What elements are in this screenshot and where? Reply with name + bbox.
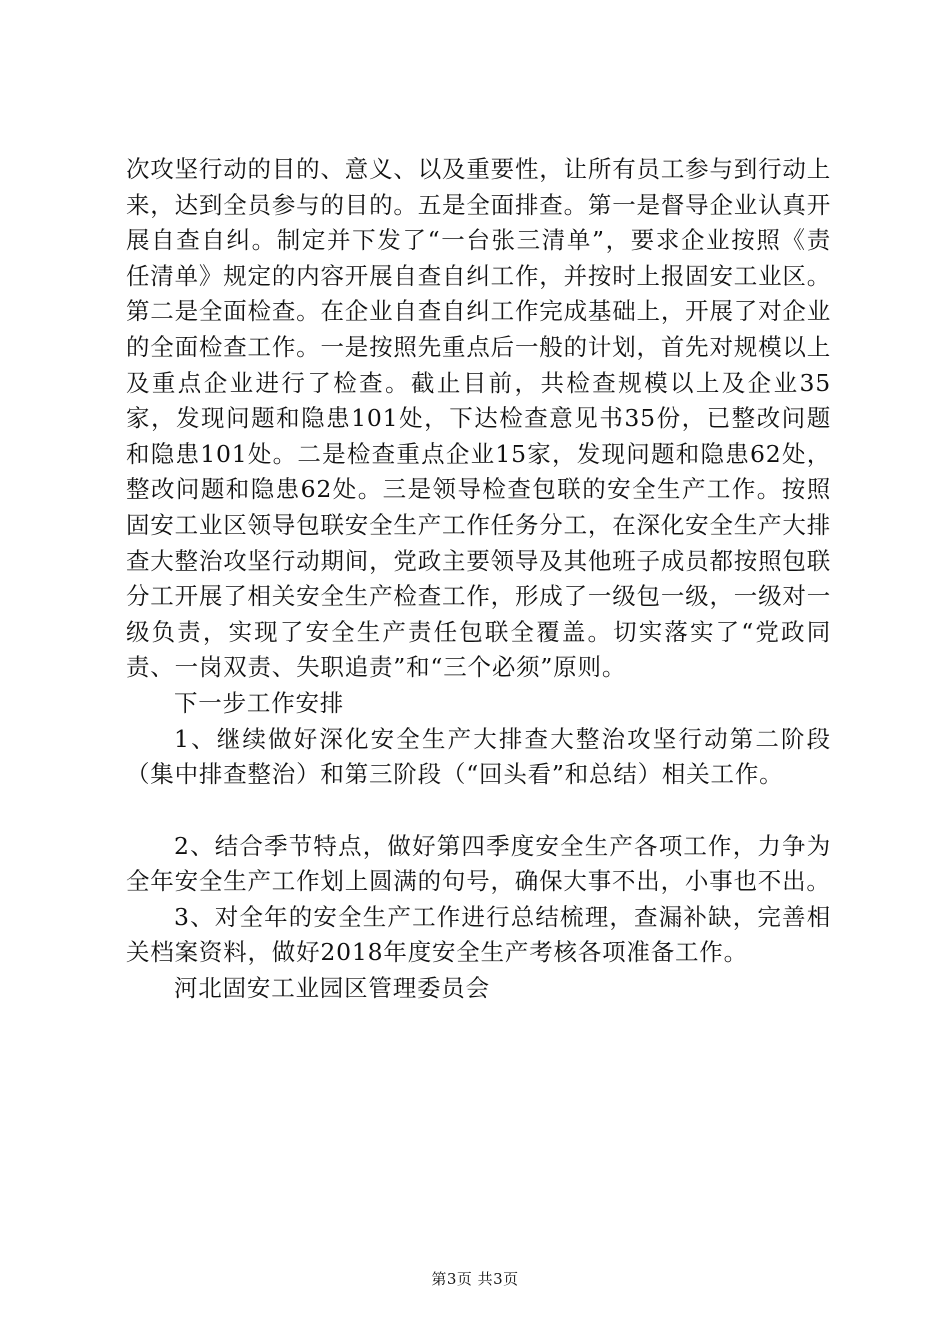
paragraph-inspection-summary: 次攻坚行动的目的、意义、以及重要性，让所有员工参与到行动上来，达到全员参与的目的。五是全面排查。第一是督导企业认真开展自查自纠。制定并下发了“一台张三清单”，要求企业按照《责任清单》规定的内容开展自查自纠工作，并按时上报固安工业区。第二是全面检查。在企业自查自纠工作完成基础上，开展了对企业的全面检查工作。一是按照先重点后一般的计划，首先对规模以上及重点企业进行了检查。截止目前，共检查规模以上及企业35家，发现问题和隐患101处，下达检查意见书35份，已整改问题和隐患101处。二是检查重点企业15家，发现问题和隐患62处，整改问题和隐患62处。三是领导检查包联的安全生产工作。按照固安工业区领导包联安全生产工作任务分工，在深化安全生产大排查大整治攻坚行动期间，党政主要领导及其他班子成员都按照包联分工开展了相关安全生产检查工作，形成了一级包一级，一级对一级负责，实现了安全生产责任包联全覆盖。切实落实了“党政同责、一岗双责、失职追责”和“三个必须”原则。 bbox=[126, 155, 831, 682]
paragraph-next-step-3: 3、对全年的安全生产工作进行总结梳理，查漏补缺，完善相关档案资料，做好2018年度安全生产考核各项准备工作。 bbox=[126, 902, 831, 967]
paragraph-next-step-2: 2、结合季节特点，做好第四季度安全生产各项工作，力争为全年安全生产工作划上圆满的句号，确保大事不出，小事也不出。 bbox=[126, 831, 831, 896]
document-body bbox=[126, 152, 831, 1007]
page-number-footer: 第3页 共3页 bbox=[431, 1270, 519, 1288]
paragraph-next-step-1: 1、继续做好深化安全生产大排查大整治攻坚行动第二阶段（集中排查整治）和第三阶段（“回头看”和总结）相关工作。 bbox=[126, 724, 831, 789]
paragraph-spacer bbox=[126, 793, 831, 829]
section-heading-next-steps: 下一步工作安排 bbox=[174, 688, 345, 717]
signature-organization: 河北固安工业园区管理委员会 bbox=[174, 974, 490, 1003]
